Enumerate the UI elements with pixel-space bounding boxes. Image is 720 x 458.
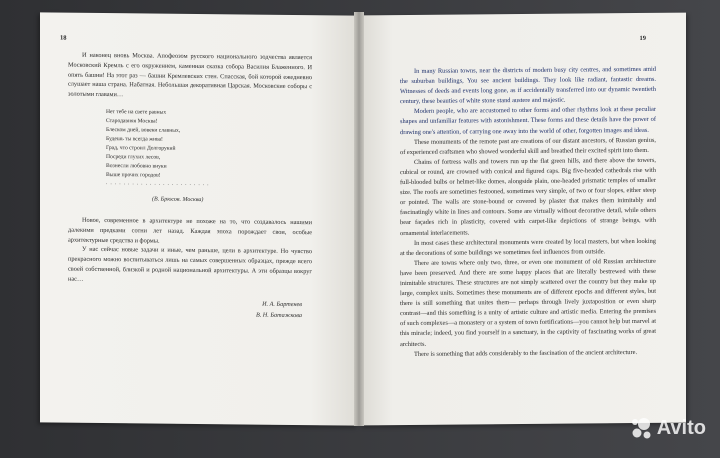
paragraph: In many Russian towns, near the districts of modern busy city centres, and sometimes amid the suburban buildings, You see ancient buildings. They look like radiant, fantastic dreams. Witnesses of deeds and events long gone, as if accidentally transferred into our dynamic twentieth century, these beauties of white stone stand austere and majestic. xyxy=(400,65,656,106)
right-page-text xyxy=(400,65,656,360)
avito-watermark xyxy=(629,416,706,440)
authors xyxy=(68,296,312,321)
poem-line: Вознесли любовно внуки xyxy=(106,163,167,170)
poem-line: Будешь ты всегда жива! xyxy=(106,136,163,143)
poem-line: Блеском дней, вовеки славных, xyxy=(106,127,181,134)
right-page xyxy=(360,13,686,426)
poem-ellipsis: . . . . . . . . . . . . . . . . . . . . . . . . xyxy=(106,180,210,188)
author-name: В. Н. Батажкова xyxy=(255,311,302,319)
paragraph: These monuments of the remote past are creations of our distant ancestors, of Russian genius, of experienced craftsmen who showed wonderful skill and breathed their excited spirit into them. xyxy=(400,136,656,156)
avito-logo-icon xyxy=(629,416,653,440)
poem xyxy=(106,108,312,188)
poem-line: Град, что строил Долгорукий xyxy=(106,145,176,152)
paragraph: There is something that adds considerably to the fascination of the ancient architecture. xyxy=(414,348,638,358)
right-page-number: 19 xyxy=(639,34,646,42)
poem-line: Выше прочих городов! xyxy=(106,172,161,179)
paragraph: Chains of fortress walls and towers run up the flat green hills, and there above the towers, cubical or round, are crowned with conical and figured caps. Big five-headed cathedrals rise with full-blooded bulbs or helmet-like domes, alongside plain, one-headed prismatic temples of smaller size. The roofs are sometimes festooned, sometimes very simple, of two or four slopes, either steep or pointed. The walls are stone-bound or covered by plaster that makes them inimitably and fascinatingly white in lines and contours. Some are virtually without decorative detail, while others bear façades rich in plasticity, covered with carpet-like depictions of strange beings, with ornamental interlacements. xyxy=(400,156,656,237)
poem-line: Посреди глухих лесов, xyxy=(106,154,161,161)
poem-line: Стародавняя Москва! xyxy=(106,118,158,125)
paragraph: У нас сейчас новые задачи и иные, чем раньше, цели в архитектуре. Но чувство прекрасного можно воспитываться лишь на самых совершенных образцах, прежде всего своей собственной, близкой и родной национальной архитектуры. А эти образцы вокруг нас… xyxy=(68,246,312,283)
paragraph: И наконец вновь Москва. Апофеозом русского национального зодчества является Московский Кремль с его окружением, каменная сказка собора Василия Блаженного. И опять башни! На этот раз — башни Кремлевских стен. Спасская, бой которой ежедневно слушает наша страна. Набатная. Небольшая декоративная Царская. Московские соборы с золотыми главами… xyxy=(68,51,312,99)
avito-wordmark: Avito xyxy=(656,416,706,439)
left-page-text xyxy=(68,51,312,321)
left-page xyxy=(40,12,358,425)
poem-citation: (В. Брюсов. Москва) xyxy=(152,196,204,204)
paragraph: Modern people, who are accustomed to other forms and other rhythms look at these peculiar shapes and unfamiliar features with astonishment. These forms and these details have the power of drawing one's attention, of carrying one away into the world of other, forgotten images and ideas. xyxy=(400,106,656,136)
paragraph: In most cases these architectural monuments were created by local masters, but when looking at the decorations of some buildings we sometimes feel influences from outside. xyxy=(400,237,656,257)
paragraph: There are towns where only two, three, or even one monument of old Russian architecture have been preserved. And there are some happy places that are literally bestrewed with these inimitable structures. These structures are not simply scattered over the country but they make up large, complex units. Sometimes these monuments are of different epochs and different styles, but there is still something that unites them— perhaps through lively juxtaposition or even sharp contrast—and this something is a unity of artistic culture and artistic media. Entering the premises of such complexes—a monastery or a system of town fortifications—you cannot help but marvel at this miracle; indeed, you find yourself in a sanctuary, in the captivity of fascinating works of great architects. xyxy=(400,257,656,348)
poem-line: Нет тебе на свете равных xyxy=(106,109,167,116)
paragraph: Новое, современное в архитектуре не похоже на то, что создавалось нашими далекими предками сотни лет назад. Каждая эпоха порождает свои, особые архитектурные средства и формы. xyxy=(68,216,312,245)
left-page-number: 18 xyxy=(60,34,67,42)
author-name: И. А. Бартенев xyxy=(262,300,302,308)
book-gutter xyxy=(354,12,364,426)
